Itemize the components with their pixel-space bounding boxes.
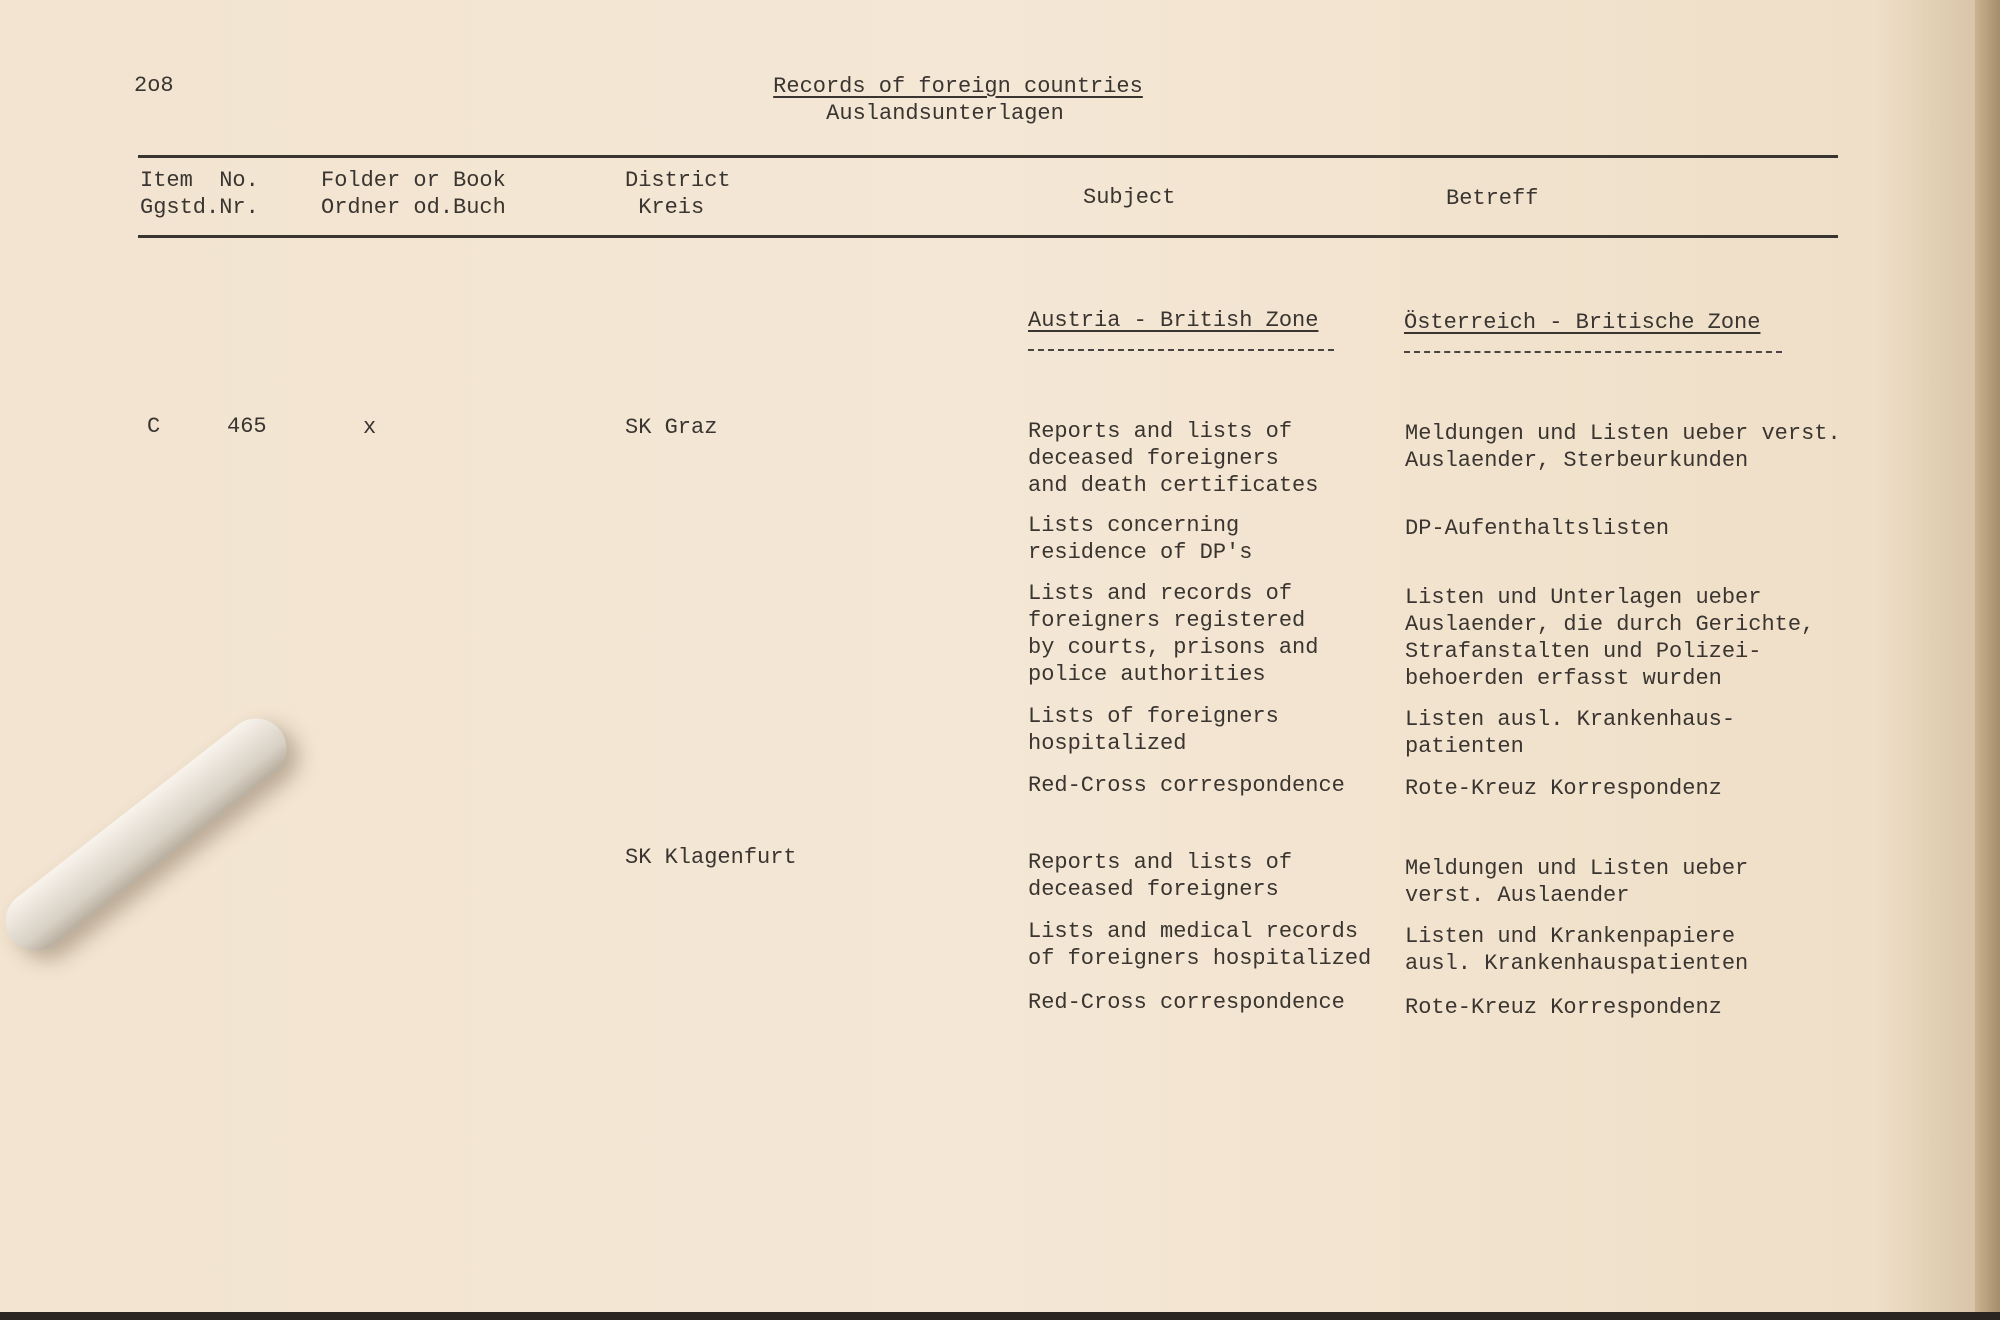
header-rule-top <box>138 155 1838 158</box>
subject-entry: Lists and medical records of foreigners hospitalized <box>1028 919 1372 971</box>
page-subtitle: Auslandsunterlagen <box>826 101 1064 126</box>
page-title: Records of foreign countries <box>773 74 1143 99</box>
district-name: SK Klagenfurt <box>625 845 797 870</box>
subject-entry: Reports and lists of deceased foreigners and death certificates <box>1028 419 1319 498</box>
col-folder-en: Folder or Book <box>321 168 506 193</box>
header-rule-bottom <box>138 235 1838 238</box>
page-right-edge <box>1975 0 2000 1320</box>
item-letter: C <box>147 414 161 439</box>
subject-entry: Lists concerning residence of DP's <box>1028 513 1253 565</box>
col-item-en: Item No. <box>140 168 259 193</box>
zone-dash-de <box>1404 351 1782 355</box>
betreff-entry: Rote-Kreuz Korrespondenz <box>1405 995 1722 1020</box>
zone-dash-en <box>1028 349 1334 353</box>
betreff-entry: Rote-Kreuz Korrespondenz <box>1405 776 1722 801</box>
betreff-entry: Listen und Unterlagen ueber Auslaender, die durch Gerichte, Strafanstalten und Polizei- behoerden erfasst wurden <box>1405 585 1815 691</box>
betreff-entry: DP-Aufenthaltslisten <box>1405 516 1670 541</box>
subject-entry: Red-Cross correspondence <box>1028 990 1345 1015</box>
item-number: 465 <box>227 414 267 439</box>
folder-mark: x <box>363 415 377 440</box>
subject-entry: Red-Cross correspondence <box>1028 773 1345 798</box>
col-folder-de: Ordner od.Buch <box>321 195 506 220</box>
col-district-en: District <box>625 168 731 193</box>
betreff-entry: Listen ausl. Krankenhaus- patienten <box>1405 707 1736 759</box>
col-item-de: Ggstd.Nr. <box>140 195 259 220</box>
subject-entry: Reports and lists of deceased foreigners <box>1028 850 1293 902</box>
subject-entry: Lists and records of foreigners registered by courts, prisons and police authorities <box>1028 581 1319 687</box>
col-district-de: Kreis <box>625 195 705 220</box>
betreff-entry: Meldungen und Listen ueber verst. Auslaender, Sterbeurkunden <box>1405 421 1841 473</box>
page-bottom-edge <box>0 1312 2000 1320</box>
zone-heading-en: Austria - British Zone <box>1028 308 1319 333</box>
subject-entry: Lists of foreigners hospitalized <box>1028 704 1279 756</box>
col-subject: Subject <box>1083 185 1176 210</box>
zone-heading-de: Österreich - Britische Zone <box>1404 310 1761 335</box>
district-name: SK Graz <box>625 415 718 440</box>
col-betreff: Betreff <box>1446 186 1539 211</box>
betreff-entry: Listen und Krankenpapiere ausl. Krankenhauspatienten <box>1405 924 1749 976</box>
page-number: 2o8 <box>134 73 174 98</box>
betreff-entry: Meldungen und Listen ueber verst. Auslaender <box>1405 856 1749 908</box>
